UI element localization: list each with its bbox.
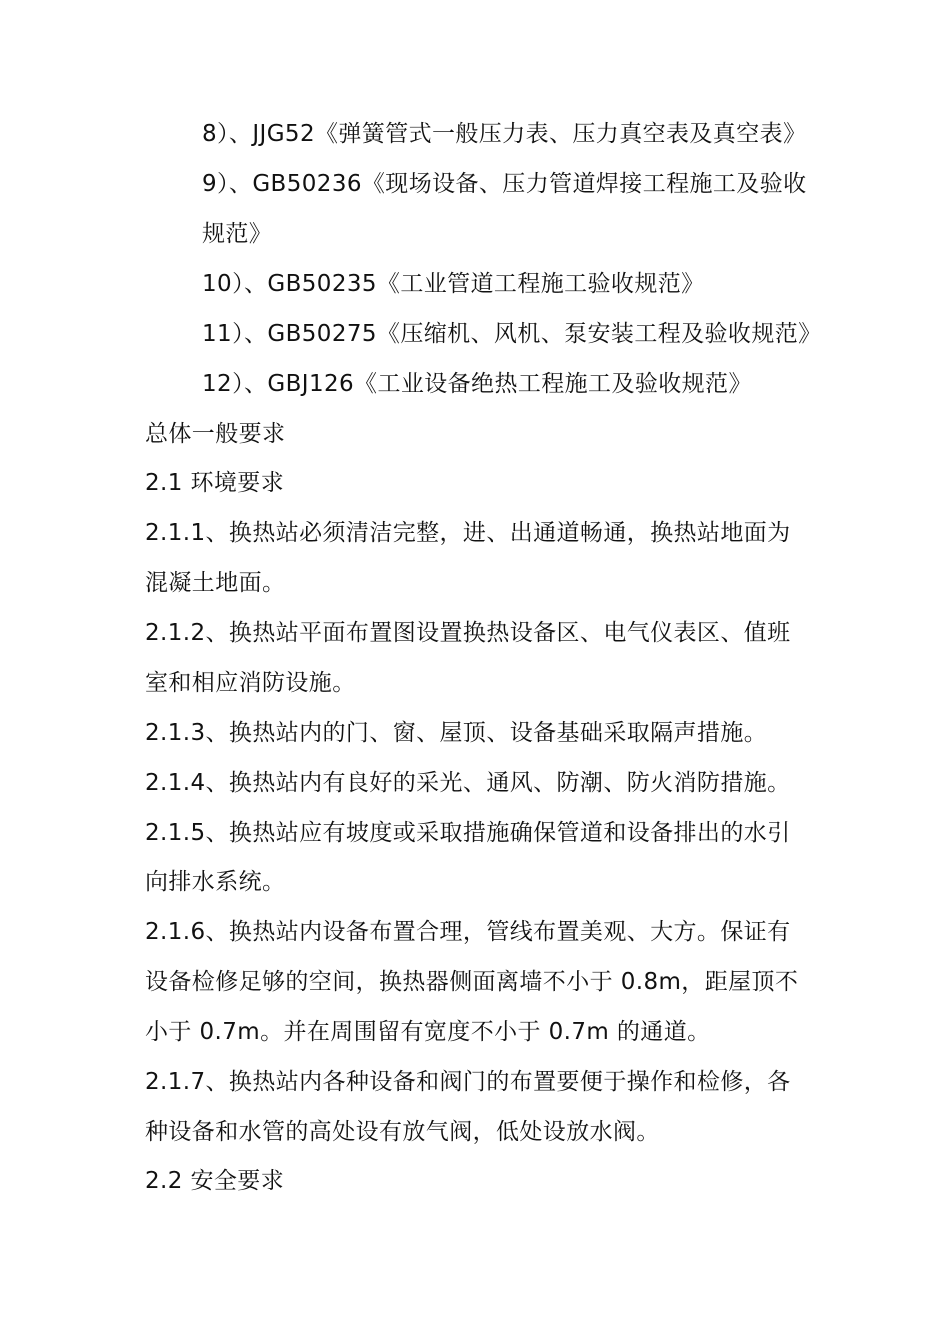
section-heading: 总体一般要求 [145,421,286,447]
paragraph-line: 2.1.3、换热站内的门、窗、屋顶、设备基础采取隔声措施。 [145,720,768,746]
subsection-safety-heading: 2.2 安全要求 [145,1168,285,1194]
subsection-environment-heading: 2.1 环境要求 [145,470,285,496]
paragraph-line: 2.1.4、换热站内有良好的采光、通风、防潮、防火消防措施。 [145,770,791,796]
paragraph-line: 2.1.1、换热站必须清洁完整，进、出通道畅通，换热站地面为 [145,520,791,546]
reference-item-8: 8）、JJG52《弹簧管式一般压力表、压力真空表及真空表》 [202,121,807,147]
paragraph-line: 混凝土地面。 [145,570,286,596]
paragraph-line: 小于 0.7m。并在周围留有宽度不小于 0.7m 的通道。 [145,1019,711,1045]
paragraph-line: 种设备和水管的高处设有放气阀，低处设放水阀。 [145,1119,660,1145]
paragraph-line: 室和相应消防设施。 [145,670,356,696]
paragraph-line: 2.1.7、换热站内各种设备和阀门的布置要便于操作和检修，各 [145,1069,791,1095]
reference-item-12: 12）、GBJ126《工业设备绝热工程施工及验收规范》 [202,371,752,397]
paragraph-line: 设备检修足够的空间，换热器侧面离墙不小于 0.8m，距屋顶不 [145,969,799,995]
reference-item-9-continued: 规范》 [202,221,273,247]
paragraph-line: 2.1.2、换热站平面布置图设置换热设备区、电气仪表区、值班 [145,620,791,646]
reference-item-11: 11）、GB50275《压缩机、风机、泵安装工程及验收规范》 [202,321,822,347]
paragraph-line: 2.1.6、换热站内设备布置合理，管线布置美观、大方。保证有 [145,919,791,945]
reference-item-10: 10）、GB50235《工业管道工程施工验收规范》 [202,271,705,297]
reference-item-9: 9）、GB50236《现场设备、压力管道焊接工程施工及验收 [202,171,807,197]
paragraph-line: 2.1.5、换热站应有坡度或采取措施确保管道和设备排出的水引 [145,820,791,846]
paragraph-line: 向排水系统。 [145,869,286,895]
